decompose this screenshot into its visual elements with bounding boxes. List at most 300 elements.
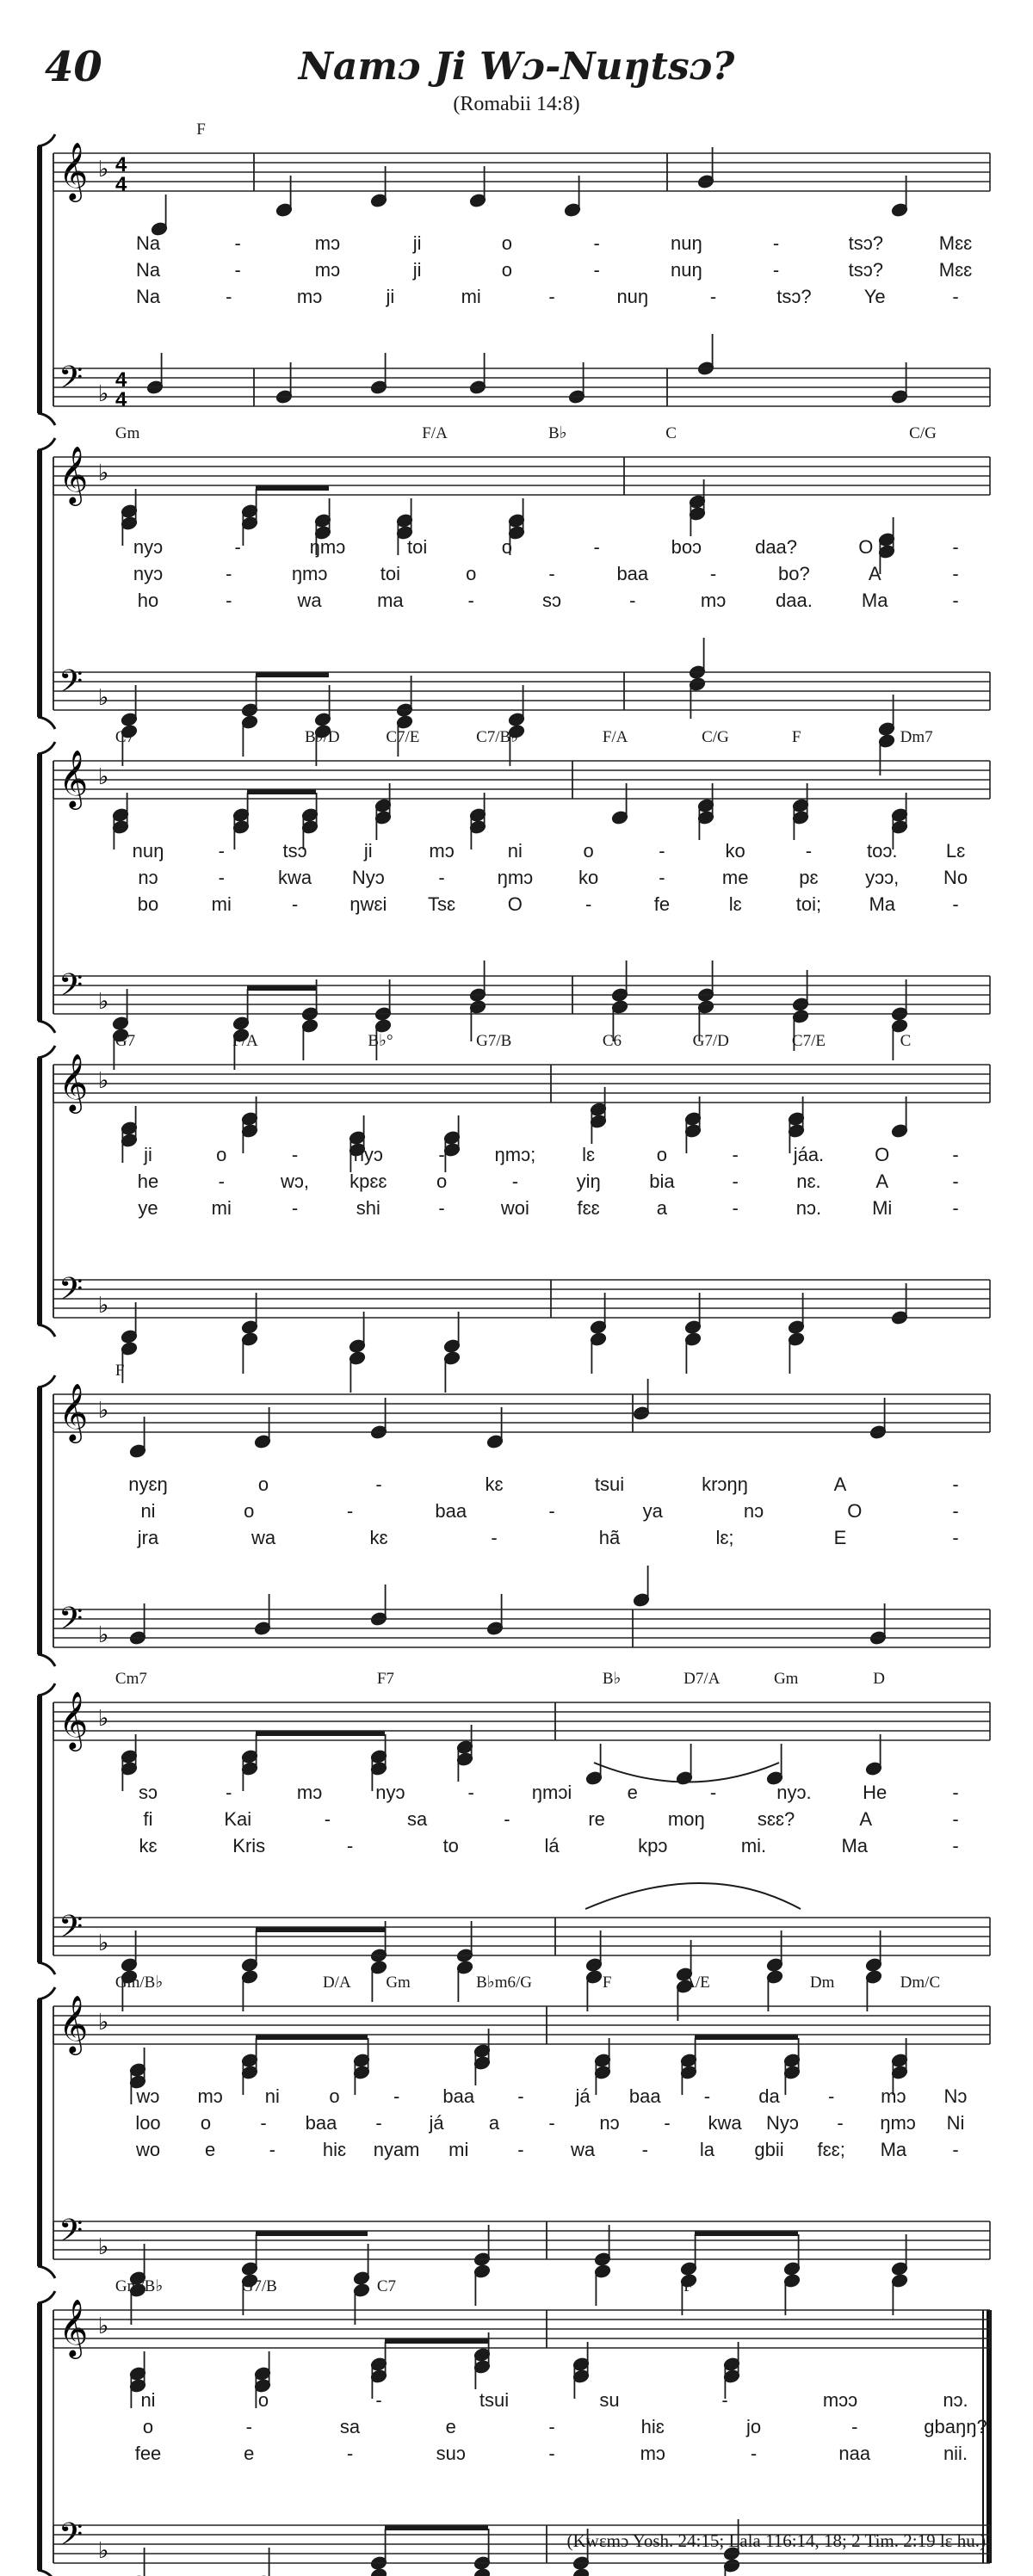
chord-symbol: D/A [322,1974,351,1992]
chord-symbol: F [114,1362,125,1380]
treble-clef-icon: 𝄞 [59,1692,89,1748]
flat-icon: ♭ [98,1705,109,1731]
lyric-syllable: ŋmɔ [880,2112,916,2134]
bass-staff [53,672,990,710]
lyric-syllable: kɛ [139,1835,158,1856]
lyric-syllable: - [952,590,959,611]
lyric-syllable: naa [838,2443,871,2464]
lyric-syllable: baa [305,2112,337,2134]
lyric-syllable: ŋmɔ; [494,1144,536,1165]
chord-symbol: F [196,120,206,139]
lyric-syllable: hã [598,1527,621,1548]
hymn-number: 40 [45,43,102,91]
flat-icon: ♭ [98,684,109,710]
lyric-syllable: - [721,2389,728,2411]
lyric-syllable: O [847,1500,863,1522]
bass-clef-icon: 𝄢 [59,361,84,403]
chord-symbol: C [900,1032,912,1050]
lyric-syllable: toi [407,536,428,558]
time-signature-bottom: 4 [115,173,127,196]
chord-symbol: B♭ [547,424,567,442]
lyric-syllable: Ma [869,893,896,915]
lyric-syllable: baa [628,2085,661,2107]
lyric-syllable: - [375,2112,382,2134]
lyric-syllable: Mɛɛ [938,259,973,281]
lyric-syllable: nyɔ [133,536,164,558]
lyric-syllable: nyɔ [375,1782,405,1803]
lyric-syllable: nɛ. [796,1171,821,1192]
lyric-syllable: ji [144,1144,152,1165]
lyric-syllable: o [501,259,513,281]
lyric-syllable: toi [380,563,401,584]
system-2 [38,424,959,775]
slur [585,1883,801,1909]
lyric-syllable: - [226,286,232,307]
lyric-syllable: kpɛɛ [349,1171,387,1192]
lyric-syllable: Na [135,286,161,307]
lyric-syllable: - [593,536,600,558]
chord-symbol: Gm/B♭ [114,2277,164,2295]
lyric-syllable: baa [616,563,649,584]
hymn-title: Namɔ Ji Wɔ-Nuŋtsɔ? [298,45,735,89]
treble-staff [53,2006,990,2044]
lyric-syllable: - [260,2112,267,2134]
lyric-syllable: - [245,2416,252,2437]
flat-icon: ♭ [98,988,109,1014]
lyric-syllable: mi [211,1197,232,1219]
footer-references: (Kwɛmɔ Yosh. 24:15; Lala 116:14, 18; 2 Tim. 2:19 lɛ hu.) [566,2530,986,2551]
lyric-syllable: - [952,563,959,584]
beam [385,2525,488,2530]
lyric-syllable: - [732,1144,739,1165]
lyric-syllable: o [329,2085,340,2107]
lyric-syllable: - [517,2139,524,2160]
treble-clef-icon: 𝄞 [59,751,89,806]
chord-symbol: C7 [376,2277,397,2295]
lyric-syllable: Ma [841,1835,869,1856]
beam [695,2035,798,2040]
lyric-syllable: nuŋ [616,286,649,307]
treble-staff [53,1065,990,1103]
lyric-syllable: - [952,1808,959,1830]
bass-clef-icon: 𝄢 [59,1272,84,1314]
lyric-syllable: o [583,840,594,862]
lyric-syllable: - [952,1782,959,1803]
lyric-syllable: loo [135,2112,161,2134]
beam [385,2338,488,2344]
bass-staff [53,1918,990,1955]
lyric-syllable: to [442,1835,459,1856]
lyric-syllable: Nyɔ [766,2112,799,2134]
lyric-syllable: Ni [946,2112,965,2134]
lyric-syllable: nii. [943,2443,968,2464]
lyric-syllable: mɔ [314,259,341,281]
lyric-syllable: nuŋ [132,840,164,862]
lyric-syllable: mɔ [429,840,455,862]
lyric-syllable: - [438,1144,445,1165]
treble-staff [53,153,990,191]
beam [256,1731,385,1736]
lyric-syllable: - [234,232,241,254]
lyric-syllable: - [226,590,232,611]
lyric-syllable: lɛ [728,893,742,915]
lyric-syllable: - [504,1808,510,1830]
chord-symbol: C/G [702,728,729,746]
treble-clef-icon: 𝄞 [59,143,89,199]
lyric-syllable: lɛ; [715,1527,734,1548]
chord-symbol: Cm7 [114,1670,147,1688]
lyric-syllable: ŋwɛi [349,893,387,915]
lyric-syllable: ye [138,1197,158,1219]
lyric-syllable: nuŋ [670,232,702,254]
lyric-syllable: ya [642,1500,663,1522]
lyric-syllable: moŋ [667,1808,705,1830]
bass-clef-icon: 𝄢 [59,2214,84,2256]
lyric-syllable: e [205,2139,216,2160]
lyric-syllable: ni [264,2085,280,2107]
lyric-syllable: - [659,840,665,862]
lyric-syllable: ŋmɔi [531,1782,572,1803]
lyric-syllable: - [593,259,600,281]
lyric-syllable: - [234,259,241,281]
lyric-syllable: Kai [224,1808,252,1830]
bass-clef-icon: 𝄢 [59,1910,84,1952]
lyric-syllable: mɔ [296,286,323,307]
lyric-syllable: jo [745,2416,762,2437]
treble-staff [53,2310,990,2348]
lyric-syllable: - [467,1782,474,1803]
chord-symbol: C7 [114,728,135,746]
lyric-syllable: A [833,1473,847,1495]
lyric-syllable: Nɔ [943,2085,968,2107]
chord-symbol: C7/E [791,1032,826,1050]
beam [247,985,316,991]
lyric-syllable: já [429,2112,444,2134]
chord-symbol: Dm7 [900,728,933,746]
lyric-syllable: nyam [373,2139,420,2160]
lyric-syllable: e [445,2416,456,2437]
lyric-syllable: A [868,563,881,584]
beam [256,672,329,677]
lyric-syllable: mɔ [640,2443,665,2464]
lyric-syllable: ni [140,1500,156,1522]
lyric-syllable: - [438,867,445,888]
lyric-syllable: o [216,1144,227,1165]
lyric-syllable: - [226,1782,232,1803]
lyric-syllable: - [828,2085,835,2107]
lyric-syllable: bia [649,1171,675,1192]
lyric-syllable: o [200,2112,212,2134]
lyric-syllable: - [548,563,555,584]
lyric-syllable: Tsɛ [428,893,456,915]
chord-symbol: C7/E [386,728,420,746]
bass-staff [53,976,990,1014]
lyric-syllable: - [664,2112,671,2134]
lyric-syllable: sɔ [139,1782,158,1803]
lyric-syllable: wɔ [136,2085,160,2107]
lyric-syllable: fɛɛ; [817,2139,845,2160]
chord-symbol: Gm [386,1974,411,1992]
system-4 [38,1032,959,1393]
bass-clef-icon: 𝄢 [59,2517,84,2560]
lyric-syllable: ko [578,867,599,888]
flat-icon: ♭ [98,1397,109,1423]
chord-symbol: G7/B [241,2277,277,2295]
lyric-syllable: shi [356,1197,380,1219]
lyric-syllable: O [858,536,874,558]
time-signature-top: 4 [115,368,127,392]
flat-icon: ♭ [98,1930,109,1955]
lyric-syllable: o [656,1144,668,1165]
flat-icon: ♭ [98,1067,109,1093]
lyric-syllable: Kris [232,1835,266,1856]
lyric-syllable: o [436,1171,448,1192]
lyric-syllable: ji [363,840,373,862]
lyric-syllable: sɛɛ? [757,1808,795,1830]
bass-staff [53,368,990,406]
lyric-syllable: O [507,893,523,915]
lyric-syllable: - [952,1500,959,1522]
lyric-syllable: - [226,563,232,584]
lyric-syllable: kɛ [369,1527,388,1548]
lyric-syllable: mi. [740,1835,767,1856]
lyric-syllable: o [501,232,513,254]
lyric-syllable: - [291,1197,299,1219]
lyric-syllable: ŋmɔ [309,536,346,558]
lyric-syllable: ji [386,286,395,307]
lyric-syllable: - [218,1171,225,1192]
flat-icon: ♭ [98,763,109,789]
lyric-syllable: - [952,286,959,307]
chord-symbol: G7/D [692,1032,729,1050]
bass-note [473,2568,491,2576]
lyric-syllable: já [575,2085,591,2107]
chord-symbol: D7/A [684,1670,721,1688]
lyric-syllable: o [142,2416,154,2437]
system-6 [38,1670,959,2021]
lyric-syllable: - [218,840,225,862]
lyric-syllable: - [629,590,636,611]
lyric-syllable: sa [339,2416,361,2437]
lyric-syllable: - [772,232,780,254]
bass-clef-icon: 𝄢 [59,968,84,1010]
lyric-syllable: - [703,2085,711,2107]
lyric-syllable: tsɔ? [776,286,812,307]
lyric-syllable: pɛ [799,867,819,888]
chord-symbol: Gm/B♭ [114,1974,164,1992]
lyric-syllable: mɔɔ [822,2389,858,2411]
lyric-syllable: - [585,893,592,915]
lyric-syllable: wɔ, [281,1171,310,1192]
lyric-syllable: - [952,536,959,558]
lyric-syllable: - [511,1171,519,1192]
lyric-syllable: - [709,1782,717,1803]
flat-icon: ♭ [98,1292,109,1318]
lyric-syllable: - [548,2416,555,2437]
lyric-syllable: me [721,867,749,888]
time-signature-top: 4 [115,153,127,176]
lyric-syllable: toi; [795,893,822,915]
lyric-syllable: - [732,1197,739,1219]
chord-symbol: Gm [114,424,140,442]
chord-symbol: A/E [684,1974,710,1992]
lyric-syllable: Mi [872,1197,893,1219]
lyric-syllable: baa [442,2085,475,2107]
lyric-syllable: mi [211,893,232,915]
lyric-syllable: woi [500,1197,529,1219]
chord-symbol: B♭° [368,1032,393,1050]
lyric-syllable: - [346,2443,354,2464]
lyric-syllable: - [324,1808,331,1830]
lyric-syllable: nyɔ [133,563,164,584]
lyric-syllable: ni [507,840,523,862]
system-1 [38,120,972,425]
lyric-syllable: nuŋ [670,259,702,281]
lyric-syllable: kpɔ [638,1835,668,1856]
lyric-syllable: sa [407,1808,428,1830]
chord-symbol: F/A [602,728,628,746]
lyric-syllable: a [488,2112,500,2134]
lyric-syllable: - [467,590,474,611]
lyric-syllable: - [952,1144,959,1165]
lyric-syllable: - [709,286,717,307]
lyric-syllable: - [732,1171,739,1192]
flat-icon: ♭ [98,2009,109,2035]
lyric-syllable: tsɔ? [848,232,883,254]
lyric-syllable: ŋmɔ [291,563,328,584]
flat-icon: ♭ [98,2313,109,2338]
chord-symbol: F7 [376,1670,394,1688]
lyric-syllable: He [863,1782,888,1803]
lyric-syllable: ma [377,590,404,611]
time-signature-bottom: 4 [115,388,127,411]
lyric-syllable: gbaŋŋ? [924,2416,987,2437]
lyric-syllable: - [291,893,299,915]
lyric-syllable: E [833,1527,847,1548]
lyric-syllable: nyɔ. [776,1782,812,1803]
lyric-syllable: yɔɔ, [865,867,900,888]
chord-symbol: F/A [422,424,448,442]
lyric-syllable: ho [137,590,159,611]
lyric-syllable: jra [137,1527,159,1548]
lyric-syllable: ko [725,840,745,862]
chord-symbol: C/G [909,424,937,442]
chord-symbol: Gm [773,1670,799,1688]
bass-staff [53,1280,990,1318]
lyric-syllable: mɔ [700,590,727,611]
lyric-syllable: ni [140,2389,156,2411]
lyric-syllable: Nyɔ [351,867,385,888]
lyric-syllable: wo [135,2139,161,2160]
lyric-syllable: - [952,1527,959,1548]
lyric-syllable: boɔ [671,536,702,558]
lyric-syllable: nɔ [743,1500,764,1522]
lyric-syllable: re [588,1808,605,1830]
bass-clef-icon: 𝄢 [59,664,84,707]
lyric-syllable: - [548,2112,555,2134]
chord-symbol: C6 [602,1032,622,1050]
lyric-syllable: A [875,1171,889,1192]
lyric-syllable: - [593,232,600,254]
chord-symbol: C7/B♭ [476,728,519,746]
lyric-syllable: o [257,2389,269,2411]
treble-staff [53,1702,990,1740]
lyric-syllable: - [491,1527,498,1548]
lyric-syllable: bo? [778,563,810,584]
treble-clef-icon: 𝄞 [59,2300,89,2356]
lyric-syllable: - [659,867,665,888]
lyric-syllable: daa. [775,590,813,611]
lyric-syllable: nyɛŋ [128,1473,168,1495]
treble-staff [53,1394,990,1432]
chord-symbol: G7 [114,1032,136,1050]
lyric-syllable: nɔ. [943,2389,968,2411]
lyric-syllable: hiɛ [322,2139,347,2160]
scripture-reference: (Romabii 14:8) [453,93,580,115]
lyric-syllable: lɛ [582,1144,596,1165]
chord-symbol: G7/B [476,1032,512,1050]
lyric-syllable: fi [143,1808,153,1830]
lyric-syllable: fɛɛ [577,1197,600,1219]
lyric-syllable: wa [251,1527,276,1548]
lyric-syllable: e [627,1782,638,1803]
treble-clef-icon: 𝄞 [59,447,89,503]
treble-clef-icon: 𝄞 [59,1054,89,1110]
flat-icon: ♭ [98,2233,109,2259]
lyric-syllable: da [758,2085,780,2107]
lyric-syllable: No [943,867,968,888]
chord-symbol: B♭ [602,1670,622,1688]
flat-icon: ♭ [98,380,109,406]
lyric-syllable: - [234,536,241,558]
treble-clef-icon: 𝄞 [59,1384,89,1440]
lyric-syllable: Ma [861,590,888,611]
lyric-syllable: Ye [863,286,886,307]
flat-icon: ♭ [98,2537,109,2563]
beam [256,2231,368,2236]
chord-symbol: F/A [232,1032,258,1050]
chord-symbol: F [684,2277,693,2295]
lyric-syllable: mɔ [881,2085,906,2107]
lyric-syllable: - [952,1197,959,1219]
lyric-syllable: kwa [708,2112,742,2134]
treble-staff [53,761,990,799]
lyric-syllable: A [859,1808,873,1830]
lyric-syllable: - [952,1171,959,1192]
lyric-syllable: - [291,1144,299,1165]
lyric-syllable: - [750,2443,758,2464]
lyric-syllable: ji [412,259,422,281]
lyric-syllable: mɔ [296,1782,323,1803]
lyric-syllable: wa [297,590,322,611]
lyric-syllable: - [393,2085,400,2107]
lyric-syllable: su [599,2389,620,2411]
lyric-syllable: o [257,1473,269,1495]
lyric-syllable: nyɔ [353,1144,383,1165]
lyric-syllable: la [699,2139,714,2160]
lyric-syllable: - [346,1500,354,1522]
lyric-syllable: kwa [277,867,312,888]
lyric-syllable: hiɛ [640,2416,665,2437]
chord-symbol: F [602,1974,612,1992]
chord-symbol: C [665,424,677,442]
lyric-syllable: - [952,893,959,915]
flat-icon: ♭ [98,1622,109,1647]
beam [256,485,329,491]
lyric-syllable: o [466,563,477,584]
lyric-syllable: - [375,2389,382,2411]
lyric-syllable: - [218,867,225,888]
